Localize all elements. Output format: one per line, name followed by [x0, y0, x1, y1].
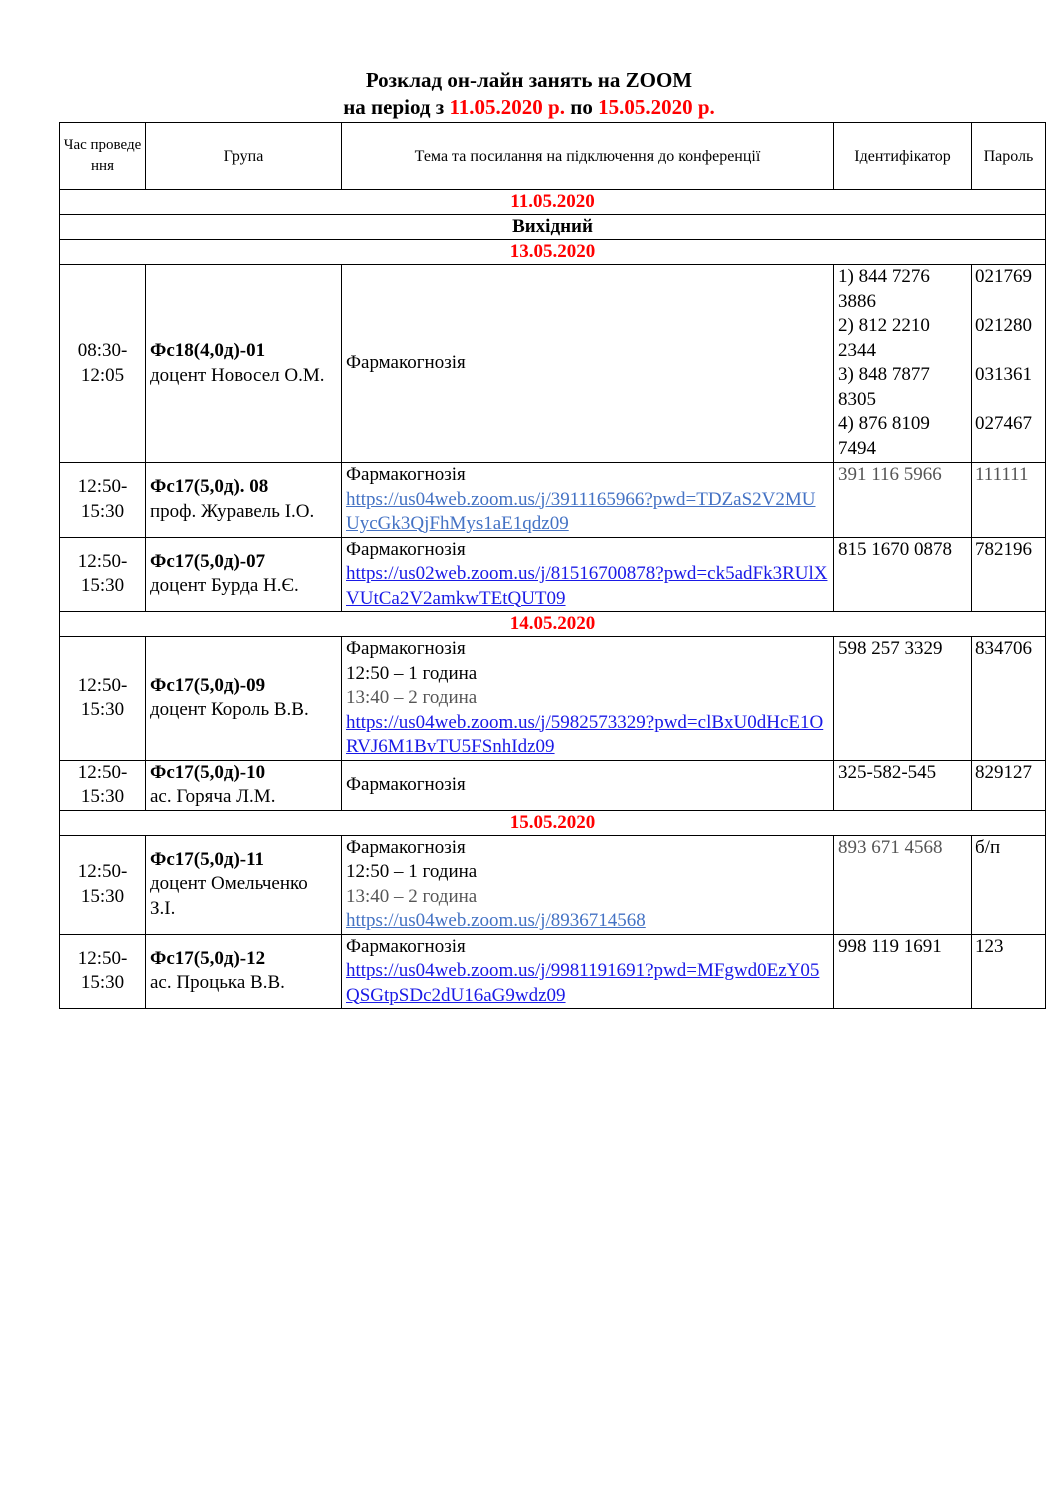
topic-cell	[342, 637, 834, 761]
time-cell: 12:50-15:30	[60, 934, 146, 1009]
time-cell: 12:50-15:30	[60, 637, 146, 761]
topic-cell	[342, 934, 834, 1009]
id-cell: 998 119 1691	[834, 934, 972, 1009]
group-cell	[146, 934, 342, 1009]
zoom-link[interactable]: https://us04web.zoom.us/j/8936714568	[346, 910, 646, 931]
group-code: Фс17(5,0д). 08	[150, 476, 269, 498]
topic-cell	[342, 835, 834, 934]
header-topic: Тема та посилання на підключення до конференції	[342, 123, 834, 190]
conference-id: 4) 876 8109 7494	[838, 413, 930, 459]
header-group: Група	[146, 123, 342, 190]
topic-text: Фармакогнозія	[346, 836, 466, 858]
header-id: Ідентифікатор	[834, 123, 972, 190]
page-title: Розклад он-лайн занять на ZOOM	[365, 68, 693, 92]
schedule-table	[59, 122, 1046, 1009]
time-cell: 12:50-15:30	[60, 835, 146, 934]
day-row	[60, 612, 1046, 637]
period-date-from: 11.05.2020 р.	[449, 95, 565, 119]
teacher-name: проф. Журавель І.О.	[150, 500, 315, 522]
period-date-to: 15.05.2020 р.	[598, 95, 715, 119]
password-value: 031361	[975, 364, 1032, 385]
day-date: 13.05.2020	[60, 240, 1046, 265]
time-cell: 12:50-15:30	[60, 537, 146, 612]
header-password: Пароль	[972, 123, 1046, 190]
group-code: Фс17(5,0д)-09	[150, 674, 266, 696]
page-subtitle	[0, 94, 1058, 120]
topic-cell	[342, 537, 834, 612]
zoom-link[interactable]: https://us04web.zoom.us/j/3911165966?pwd=TDZaS2V2MUUycGk3QjFhMys1aE1qdz09	[346, 488, 816, 534]
id-cell: 391 116 5966	[834, 463, 972, 538]
id-cell	[834, 265, 972, 463]
teacher-name: ас. Процька В.В.	[150, 972, 285, 994]
password-cell: 829127	[972, 760, 1046, 810]
topic-cell	[342, 265, 834, 463]
topic-text: Фармакогнозія	[346, 638, 466, 659]
table-row	[60, 835, 1046, 934]
teacher-name: доцент Бурда Н.Є.	[150, 575, 299, 597]
period-prefix: на період з	[343, 95, 450, 119]
topic-text: Фармакогнозія	[346, 538, 466, 560]
group-cell	[146, 537, 342, 612]
table-row	[60, 265, 1046, 463]
group-code: Фс17(5,0д)-11	[150, 848, 265, 870]
topic-cell	[342, 760, 834, 810]
group-cell	[146, 463, 342, 538]
table-row	[60, 463, 1046, 538]
password-value: 027467	[975, 413, 1032, 434]
day-row	[60, 240, 1046, 265]
password-cell: 111111	[972, 463, 1046, 538]
id-cell: 598 257 3329	[834, 637, 972, 761]
header-time: Час проведе ння	[60, 123, 146, 190]
password-cell	[972, 265, 1046, 463]
group-code: Фс17(5,0д)-10	[150, 761, 266, 783]
group-code: Фс18(4,0д)-01	[150, 340, 266, 361]
hour-1: 12:50 – 1 година	[346, 861, 478, 882]
group-cell	[146, 637, 342, 761]
day-row	[60, 810, 1046, 835]
group-code: Фс17(5,0д)-12	[150, 947, 266, 969]
group-cell	[146, 835, 342, 934]
password-cell: 834706	[972, 637, 1046, 761]
topic-text: Фармакогнозія	[346, 935, 466, 957]
id-cell: 325-582-545	[834, 760, 972, 810]
hour-1: 12:50 – 1 година	[346, 662, 478, 684]
password-cell: 123	[972, 934, 1046, 1009]
hour-2: 13:40 – 2 година	[346, 687, 478, 708]
password-value: 021769	[975, 266, 1032, 287]
topic-cell	[342, 463, 834, 538]
conference-id: 2) 812 2210 2344	[838, 315, 930, 361]
teacher-name: доцент Новосел О.М.	[150, 364, 325, 386]
conference-id: 3) 848 7877 8305	[838, 364, 930, 410]
group-cell	[146, 760, 342, 810]
password-cell: 782196	[972, 537, 1046, 612]
password-value: 021280	[975, 315, 1032, 336]
zoom-link[interactable]: https://us02web.zoom.us/j/81516700878?pwd=ck5adFk3RUlXVUtCa2V2amkwTEtQUT09	[346, 563, 828, 609]
zoom-link[interactable]: https://us04web.zoom.us/j/5982573329?pwd=clBxU0dHcE1ORVJ6M1BvTU5FSnhIdz09	[346, 711, 824, 757]
time-cell: 12:50-15:30	[60, 463, 146, 538]
period-mid: по	[564, 95, 599, 119]
teacher-name: доцент Омельченко З.І.	[150, 873, 308, 919]
conference-id: 1) 844 7276 3886	[838, 266, 930, 312]
table-row	[60, 934, 1046, 1009]
topic-text: Фармакогнозія	[346, 352, 466, 374]
day-row	[60, 190, 1046, 215]
id-cell: 893 671 4568	[834, 835, 972, 934]
day-date: 15.05.2020	[60, 810, 1046, 835]
password-cell: б/п	[972, 835, 1046, 934]
holiday-row	[60, 215, 1046, 240]
teacher-name: доцент Король В.В.	[150, 699, 309, 721]
time-cell: 12:50-15:30	[60, 760, 146, 810]
day-date: 14.05.2020	[60, 612, 1046, 637]
day-date: 11.05.2020	[60, 190, 1046, 215]
teacher-name: ас. Горяча Л.М.	[150, 786, 276, 807]
group-code: Фс17(5,0д)-07	[150, 550, 266, 572]
id-cell: 815 1670 0878	[834, 537, 972, 612]
table-header-row	[60, 123, 1046, 190]
time-cell: 08:30-12:05	[60, 265, 146, 463]
table-row	[60, 760, 1046, 810]
topic-text: Фармакогнозія	[346, 773, 466, 795]
table-row	[60, 637, 1046, 761]
topic-text: Фармакогнозія	[346, 464, 466, 485]
group-cell	[146, 265, 342, 463]
holiday-label: Вихідний	[60, 215, 1046, 240]
table-row	[60, 537, 1046, 612]
hour-2: 13:40 – 2 година	[346, 885, 478, 907]
zoom-link[interactable]: https://us04web.zoom.us/j/9981191691?pwd=MFgwd0EzY05QSGtpSDc2dU16aG9wdz09	[346, 960, 820, 1006]
